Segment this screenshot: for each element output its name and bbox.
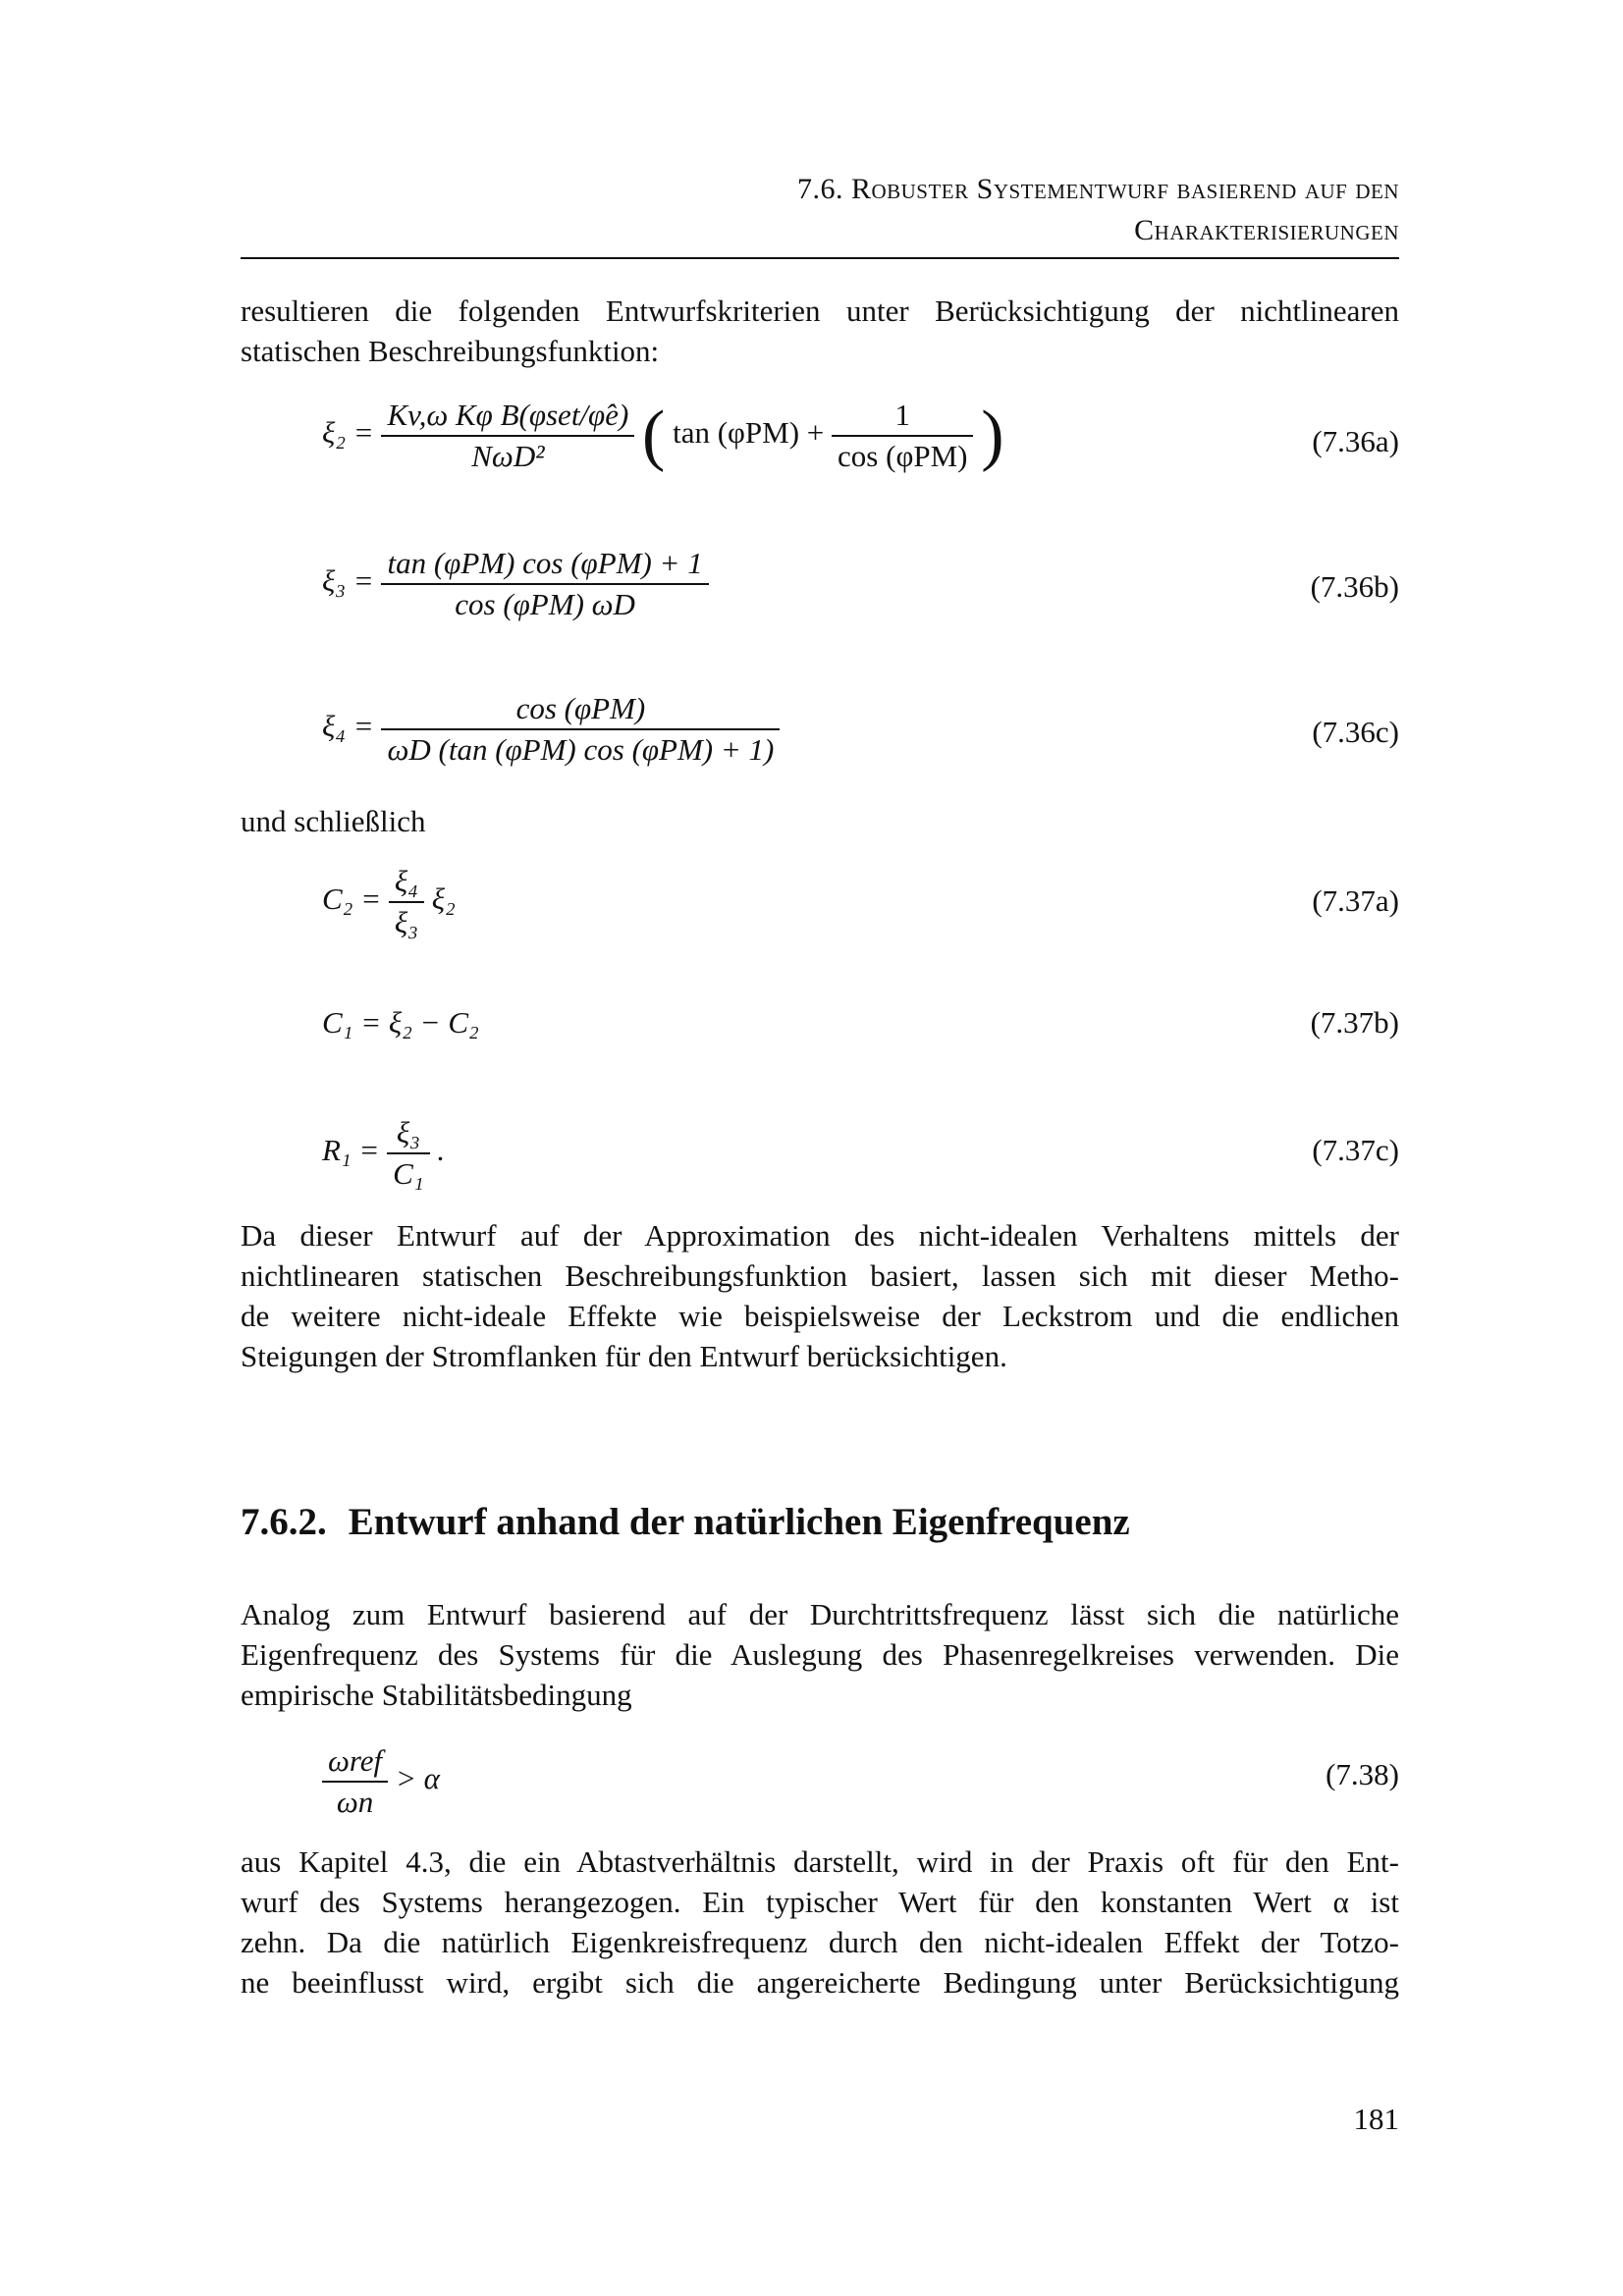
page-number: 181: [1353, 2102, 1399, 2136]
fraction-denominator: NωD²: [381, 435, 634, 474]
equation-lhs: C₂ =: [322, 881, 382, 917]
fraction-numerator: cos (φPM): [515, 691, 646, 725]
running-header-line1: 7.6. Robuster Systementwurf basierend auf den: [796, 173, 1399, 205]
paragraph-line: ne beeinflusst wird, ergibt sich die angereicherte Bedingung unter Berücksichtigung: [241, 1965, 1399, 2000]
running-header-line2: Charakterisierungen: [1134, 214, 1399, 246]
paragraph-kapitel: [241, 1842, 1399, 2002]
text-und-schliesslich: [241, 801, 1399, 841]
paragraph-line: nichtlinearen statischen Beschreibungsfunktion basiert, lassen sich mit dieser Metho-: [241, 1258, 1399, 1293]
equation-lhs: ξ₃ =: [322, 563, 374, 599]
fraction: [389, 864, 424, 940]
fraction-numerator: 1: [894, 398, 910, 432]
fraction: [387, 1115, 429, 1192]
fraction-numerator: ξ₄: [394, 864, 418, 898]
fraction: [381, 546, 708, 622]
equation-number: (7.37c): [1312, 1133, 1399, 1167]
equation-number: (7.36b): [1310, 569, 1399, 604]
paragraph-line: und schließlich: [241, 804, 426, 838]
paragraph-line: Da dieser Entwurf auf der Approximation des nicht-idealen Verhaltens mittels der: [241, 1218, 1399, 1253]
equation-term: ξ₂: [431, 881, 456, 917]
fraction: [381, 691, 780, 768]
equation-term: .: [437, 1133, 446, 1168]
paragraph-intro: [241, 291, 1399, 371]
left-paren: (: [642, 398, 666, 473]
equation-7-36b: [322, 546, 709, 622]
equation-7-36a: [322, 397, 1004, 475]
equation-lhs: ξ₂ =: [322, 415, 374, 451]
paragraph-line: wurf des Systems herangezogen. Ein typischer Wert für den konstanten Wert α ist: [241, 1885, 1399, 1919]
paragraph-line: resultieren die folgenden Entwurfskriterien unter Berücksichtigung der nichtlinearen: [241, 294, 1399, 328]
equation-lhs: ξ₄ =: [322, 709, 374, 744]
paragraph-line: empirische Stabilitätsbedingung: [241, 1678, 632, 1712]
paragraph-line: Eigenfrequenz des Systems für die Auslegung des Phasenregelkreises verwenden. Die: [241, 1637, 1399, 1672]
header-rule: [241, 257, 1399, 259]
equation-7-37c: [322, 1115, 445, 1192]
equation-term: tan (φPM) +: [673, 415, 825, 451]
equation-number: (7.37b): [1310, 1005, 1399, 1040]
fraction: [832, 398, 973, 474]
fraction-numerator: Kv,ω Kφ B(φset/φ̂e): [387, 398, 629, 432]
section-title: Entwurf anhand der natürlichen Eigenfrequenz: [348, 1501, 1130, 1543]
right-paren: ): [981, 398, 1004, 473]
fraction: [381, 398, 634, 474]
equation-7-38: [322, 1743, 440, 1820]
paragraph-line: de weitere nicht-ideale Effekte wie beispielsweise der Leckstrom und die endlichen: [241, 1299, 1399, 1333]
fraction-denominator: cos (φPM) ωD: [381, 583, 708, 622]
fraction-denominator: ξ₃: [389, 901, 424, 940]
equation-lhs: R₁ =: [322, 1133, 380, 1168]
fraction-numerator: tan (φPM) cos (φPM) + 1: [387, 546, 703, 580]
fraction-numerator: ξ₃: [396, 1115, 420, 1149]
fraction-denominator: C₁: [387, 1152, 429, 1192]
fraction-numerator: ωref: [328, 1743, 383, 1778]
equation-number: (7.37a): [1312, 883, 1399, 918]
equation-7-37a: [322, 864, 456, 940]
equation-term: > α: [395, 1761, 440, 1796]
section-heading: [241, 1500, 1130, 1544]
equation-number: (7.36c): [1312, 715, 1399, 749]
fraction-denominator: cos (φPM): [832, 435, 973, 474]
fraction-denominator: ωn: [322, 1781, 388, 1820]
fraction-denominator: ωD (tan (φPM) cos (φPM) + 1): [381, 728, 780, 768]
paragraph-line: Analog zum Entwurf basierend auf der Durchtrittsfrequenz lässt sich die natürliche: [241, 1597, 1399, 1631]
paragraph-analog: [241, 1594, 1399, 1715]
paragraph-approximation: [241, 1215, 1399, 1376]
paragraph-line: Steigungen der Stromflanken für den Entwurf berücksichtigen.: [241, 1339, 1007, 1373]
equation-7-36c: [322, 691, 780, 768]
section-number: 7.6.2.: [241, 1501, 327, 1543]
equation-number: (7.38): [1325, 1757, 1399, 1791]
paragraph-line: zehn. Da die natürlich Eigenkreisfrequenz durch den nicht-idealen Effekt der Totzo-: [241, 1925, 1399, 1959]
equation-expression: C₁ = ξ₂ − C₂: [322, 1005, 479, 1040]
equation-7-37b: [322, 1005, 479, 1041]
fraction: [322, 1743, 388, 1820]
paragraph-line: statischen Beschreibungsfunktion:: [241, 334, 660, 368]
equation-number: (7.36a): [1312, 424, 1399, 458]
paragraph-line: aus Kapitel 4.3, die ein Abtastverhältnis darstellt, wird in der Praxis oft für den Ent-: [241, 1844, 1399, 1879]
